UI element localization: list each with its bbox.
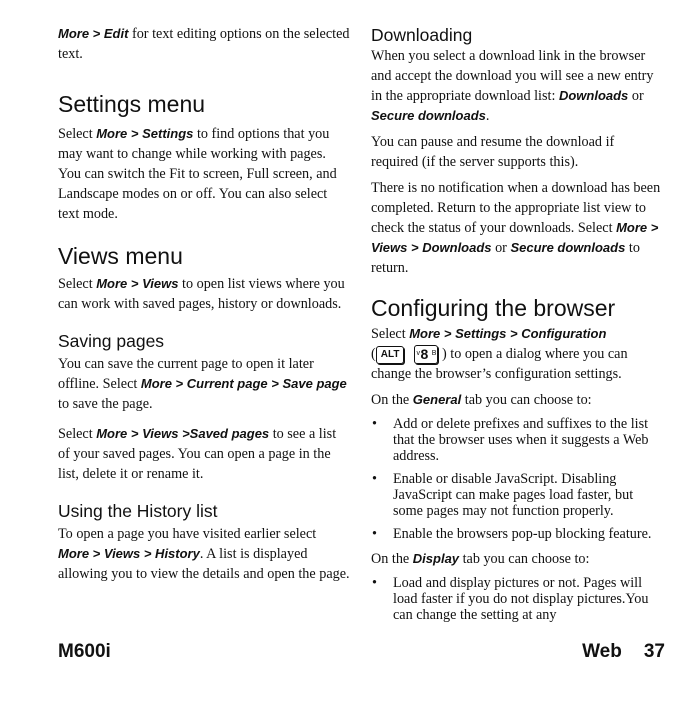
- menu-path: More > Edit: [58, 26, 129, 41]
- alt-key-icon: ALT: [376, 346, 405, 364]
- left-column: [58, 24, 350, 594]
- downloading-heading: Downloading: [371, 25, 473, 45]
- display-pre: On the: [371, 551, 413, 568]
- config-heading: Configuring the browser: [371, 295, 616, 321]
- downloading-text-a: When you select a download link in the browser and accept the download you will see a new entry in the appropriate download list:: [371, 48, 654, 104]
- intro-text: for text editing options on the selected text.: [58, 26, 350, 62]
- secure-downloads-label: Secure downloads: [510, 240, 626, 255]
- key-8-left-glyph: v: [416, 350, 420, 358]
- menu-path: More > Settings: [96, 126, 194, 141]
- menu-path: More > Current page > Save page: [140, 376, 347, 391]
- saving-paragraph-2: [58, 424, 350, 484]
- display-tab-label: Display: [412, 551, 460, 567]
- menu-path: More > Views >Saved pages: [96, 426, 270, 441]
- settings-text: to find options that you may want to change while working with pages. You can switch the Fit to screen, Full screen, and Landscape modes on or off. You can also select text mode.: [58, 126, 337, 222]
- eight-key-icon: [414, 345, 438, 364]
- config-rest: ) to open a dialog where you can change the browser’s configuration settings.: [371, 346, 628, 383]
- settings-pre: Select: [58, 126, 97, 142]
- page-number: 37: [643, 641, 665, 662]
- downloading-paragraph-3: [371, 178, 663, 278]
- key-8-right-glyph: B: [431, 350, 437, 358]
- list-item: • Load and display pictures or not. Pages will load faster if you do not display pictures.You can change the setting at any: [371, 575, 663, 623]
- downloading-text-b: There is no notification when a download has been completed. Return to the appropriate list view to check the status of your downloads. Select: [371, 180, 661, 236]
- menu-path: More > Views: [96, 276, 179, 291]
- menu-path: More > Views > History: [58, 546, 200, 561]
- saving-pre: Select: [58, 426, 97, 442]
- downloading-text-c: to return.: [371, 240, 640, 276]
- general-options-list: [371, 416, 663, 542]
- key-8-main-glyph: 8: [420, 346, 429, 363]
- footer-right: [582, 641, 665, 663]
- general-intro: [371, 390, 663, 410]
- config-pre: Select: [371, 326, 410, 342]
- display-intro: [371, 549, 663, 569]
- general-post: tab you can choose to:: [461, 392, 592, 409]
- saving-heading: Saving pages: [58, 331, 165, 351]
- list-item: • Enable or disable JavaScript. Disabling JavaScript can make pages load faster, but some pages may not function properly.: [371, 471, 663, 519]
- display-options-list: [371, 575, 663, 623]
- intro-paragraph: [58, 24, 350, 64]
- views-pre: Select: [58, 276, 97, 292]
- list-item: • Add or delete prefixes and suffixes to the list that the browser uses when it suggests a Web address.: [371, 416, 663, 464]
- views-heading: Views menu: [58, 243, 183, 269]
- history-paragraph: [58, 524, 350, 584]
- saving-text-b: to save the page.: [58, 396, 153, 412]
- downloading-end: .: [485, 108, 490, 124]
- saving-text-c: to see a list of your saved pages. You can open a page in the list, delete it or rename it.: [58, 426, 337, 482]
- downloading-paragraph-2: You can pause and resume the download if required (if the server supports this).: [371, 134, 615, 170]
- right-column: [371, 24, 663, 630]
- settings-heading: Settings menu: [58, 91, 206, 117]
- downloads-list-label: Downloads: [558, 88, 629, 103]
- menu-path: More > Settings > Configuration: [409, 326, 607, 341]
- views-paragraph: [58, 274, 350, 314]
- views-text: to open list views where you can work with saved pages, history or downloads.: [58, 276, 345, 312]
- footer-model: M600i: [58, 641, 111, 662]
- history-text-a: To open a page you have visited earlier select: [58, 526, 317, 542]
- config-paragraph: Select More > Settings > Configuration ( ALT v 8 B ) to open a dialog where you can change the browser’s configuration settings.: [371, 326, 628, 383]
- display-post: tab you can choose to:: [459, 551, 590, 568]
- general-pre: On the: [371, 392, 413, 409]
- footer-section: Web: [582, 641, 622, 662]
- list-item: • Enable the browsers pop-up blocking feature.: [371, 526, 663, 542]
- general-tab-label: General: [412, 392, 462, 408]
- menu-path: More > Views > Downloads: [371, 220, 659, 255]
- settings-paragraph: [58, 124, 350, 224]
- saving-text-a: You can save the current page to open it later offline. Select: [58, 356, 314, 392]
- downloading-or: or: [628, 88, 644, 104]
- history-heading: Using the History list: [58, 501, 218, 521]
- downloading-paragraph-1: [371, 46, 663, 126]
- saving-paragraph-1: [58, 354, 350, 414]
- history-text-b: . A list is displayed allowing you to view the details and open the page.: [58, 546, 350, 582]
- downloading-or-2: or: [491, 240, 511, 256]
- secure-downloads-label: Secure downloads: [371, 108, 486, 123]
